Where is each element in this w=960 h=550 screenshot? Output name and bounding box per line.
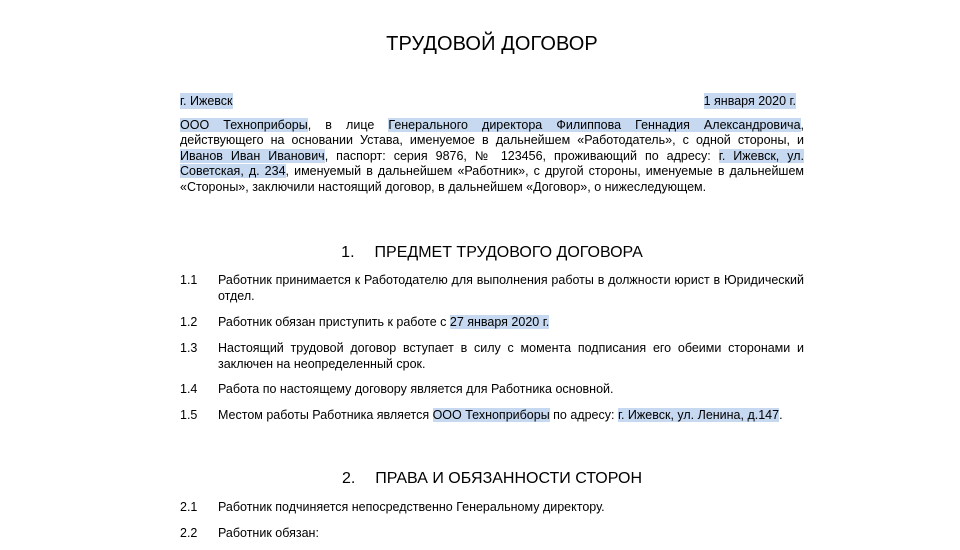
- contract-date: 1 января 2020 г.: [703, 94, 796, 108]
- clause-1-2: 1.2 Работник обязан приступить к работе с 27 января 2020 г.: [180, 315, 550, 329]
- clause-1-1: 1.1 Работник принимается к Работодателю для выполнения работы в должности юрист в Юридический отдел.: [180, 273, 804, 303]
- employee-last-name: Иванов: [180, 148, 223, 163]
- clause-2-1: 2.1 Работник подчиняется непосредственно Генеральному директору.: [180, 500, 605, 514]
- city-date-row: [180, 93, 796, 109]
- employee-first-name: Иван Иванович: [222, 148, 325, 163]
- workplace-address: г. Ижевск, ул. Ленина, д.147: [617, 408, 780, 422]
- company-name: ООО Техноприборы: [180, 118, 308, 132]
- clause-1-5: 1.5 Местом работы Работника является ООО Техноприборы по адресу: г. Ижевск, ул. Ленина, д.147.: [180, 408, 783, 422]
- clause-1-3: 1.3 Настоящий трудовой договор вступает в силу с момента подписания его обеими сторонами и заключен на неопределенный срок.: [180, 341, 804, 371]
- director-name: Генерального директора Филиппова Геннадия Александровича: [388, 118, 801, 132]
- workplace-company: ООО Техноприборы: [432, 408, 550, 422]
- preamble: ООО Техноприборы, в лице Генерального директора Филиппова Геннадия Александровича, действующего на основании Устава, именуемое в дальнейшем «Работодатель», с одной стороны, и Иванов Иван Иванович, паспорт: серия 9876, № 123456, проживающий по адресу: г. Ижевск, ул. Советская, д. 234, именуемый в дальнейшем «Работник», с другой стороны, именуемые в дальнейшем «Стороны», заключили настоящий договор, в дальнейшем «Договор», о нижеследующем.: [180, 118, 805, 194]
- city: г. Ижевск: [180, 94, 233, 108]
- clause-1-4: 1.4 Работа по настоящему договору является для Работника основной.: [180, 382, 614, 396]
- employee-address: г. Ижевск, ул. Советская, д. 234: [180, 148, 805, 179]
- clause-2-2: 2.2 Работник обязан:: [180, 526, 319, 540]
- start-date: 27 января 2020 г.: [449, 315, 550, 329]
- section-heading-1: 1. ПРЕДМЕТ ТРУДОВОГО ДОГОВОРА: [341, 244, 643, 261]
- document-title: ТРУДОВОЙ ДОГОВОР: [386, 33, 598, 55]
- section-heading-2: 2. ПРАВА И ОБЯЗАННОСТИ СТОРОН: [341, 470, 643, 487]
